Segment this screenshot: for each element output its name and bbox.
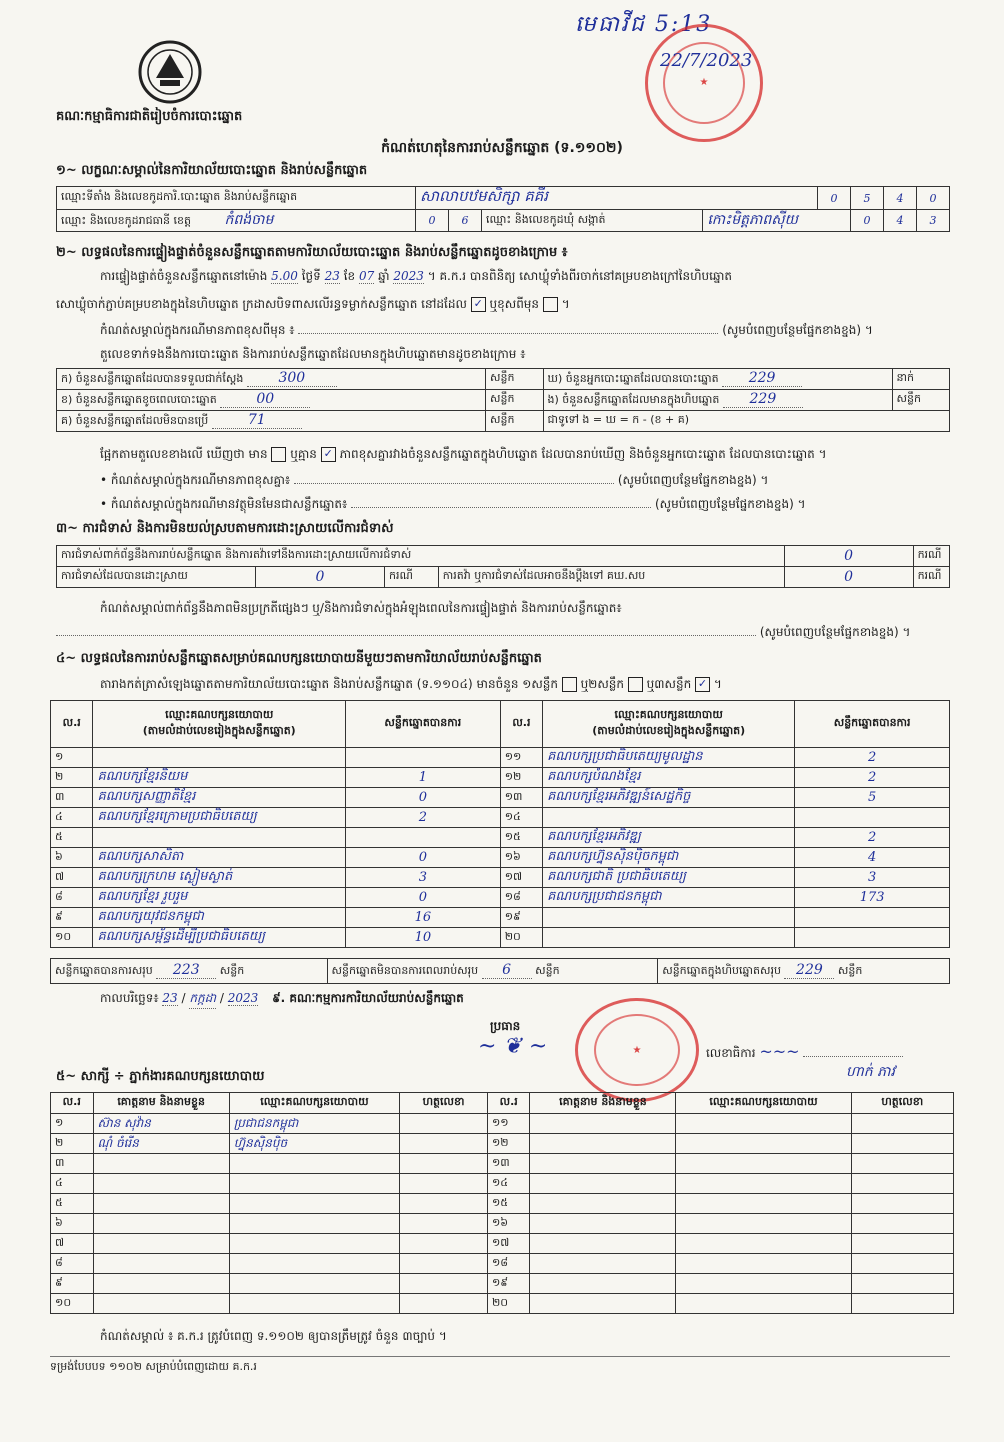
row-no: ៩ — [51, 908, 93, 928]
table-row — [51, 848, 950, 868]
witness-party — [676, 1174, 851, 1194]
party-name: គណបក្សក្រហម ស្ងៀមស្ងាត់ — [93, 868, 346, 888]
row-no: ១៣ — [487, 1154, 530, 1174]
irregularity-line — [56, 624, 950, 642]
figures-table — [56, 368, 950, 432]
col-name: គោត្តនាម និងនាមខ្លួន — [93, 1093, 229, 1114]
two-sheet-checkbox[interactable] — [628, 677, 643, 692]
witness-name — [530, 1254, 676, 1274]
no-difference-checkbox[interactable]: ✓ — [321, 447, 336, 462]
witness-name — [93, 1274, 229, 1294]
party-name: គណបក្សប្រជាជនកម្ពុជា — [543, 888, 795, 908]
party-name — [93, 748, 346, 768]
two-sheet-label: ឬ២សន្លឹក — [580, 677, 625, 691]
figure-c-value: 71 — [212, 412, 302, 429]
total-valid-label: សន្លឹកឆ្នោតបានការសរុប — [55, 964, 153, 977]
row-no: ១២ — [500, 768, 542, 788]
total-box-value: 229 — [784, 962, 834, 979]
witness-party — [229, 1274, 399, 1294]
row-no: ១១ — [500, 748, 542, 768]
party-name: គណបក្សប្រជាធិបតេយ្យមូលដ្ឋាន — [543, 748, 795, 768]
unit: សន្លឹក — [486, 411, 544, 432]
bullet-difference-label: • កំណត់សម្គាល់ក្នុងករណីមានភាពខុសគ្នា៖ — [100, 473, 291, 487]
month-label: ខែ — [343, 269, 356, 283]
commune-code-digit: 4 — [884, 210, 917, 232]
party-name: គណបក្សខ្មែរអភិវឌ្ឍន៍សេដ្ឋកិច្ច — [543, 788, 795, 808]
row-no: ១៥ — [500, 828, 542, 848]
witness-signature — [851, 1274, 953, 1294]
witness-signature — [851, 1194, 953, 1214]
figure-d-value: 229 — [722, 370, 802, 387]
party-name: គណបក្សខ្មែរ រួបរួម — [93, 888, 346, 908]
row-no: ៨ — [51, 888, 93, 908]
witness-signature — [851, 1134, 953, 1154]
organization-name: គណៈកម្មាធិការជាតិរៀបចំការបោះឆ្នោត — [56, 109, 243, 124]
verification-text-cont: ។ គ.ក.រ បានពិនិត្យ សោឃ្លុំទាំងពីរចាក់នៅគម្របខាងក្រៅនៃហិបឆ្នោត — [427, 269, 733, 283]
row-no: ១៧ — [500, 868, 542, 888]
row-no: ៣ — [51, 1154, 94, 1174]
unit: ករណី — [913, 567, 949, 588]
witness-party — [676, 1194, 851, 1214]
section-2-heading: ២~ លទ្ធផលនៃការផ្ទៀងផ្ទាត់ចំនួនសន្លឹកឆ្នោតតាមការិយាល័យបោះឆ្នោត និងរាប់សន្លឹកឆ្នោតដូចខាងក្រោម ៖ — [56, 245, 568, 260]
witness-party: ហ្វ៊ុនស៊ិនប៉ិច — [229, 1134, 399, 1154]
col-votes: សន្លឹកឆ្នោតបានការ — [345, 701, 500, 748]
location-value: សាលាបឋមសិក្សា គគីរ — [416, 187, 818, 210]
table-row — [51, 1254, 954, 1274]
witness-party — [229, 1174, 399, 1194]
table-row — [51, 1174, 954, 1194]
difference-line — [100, 446, 950, 464]
unit: ករណី — [913, 546, 949, 567]
row-no: ២ — [51, 768, 93, 788]
row-no: ២០ — [500, 928, 542, 948]
witness-party — [229, 1294, 399, 1314]
note-hint: (សូមបំពេញបន្ថែមផ្នែកខាងខ្នង) ។ — [722, 323, 873, 337]
witness-party — [676, 1154, 851, 1174]
witness-name: ស៊ាន សុវ៉ាន — [93, 1114, 229, 1134]
row-no: ១០ — [51, 928, 93, 948]
table-row — [51, 748, 950, 768]
unit: សន្លឹក — [486, 390, 544, 411]
total-box-label: សន្លឹកឆ្នោតក្នុងហិបឆ្នោតសរុប — [662, 964, 781, 977]
figure-a-label: ក) ចំនួនសន្លឹកឆ្នោតដែលបានទទួលជាក់ស្តែង — [61, 372, 244, 385]
location-label: ឈ្មោះទីតាំង និងលេខកូដការិ.បោះឆ្នោត និងរាប់សន្លឹកឆ្នោត — [57, 187, 416, 210]
witness-signature — [851, 1214, 953, 1234]
same-checkbox[interactable]: ✓ — [471, 297, 486, 312]
table-row — [51, 1114, 954, 1134]
witness-signature — [851, 1294, 953, 1314]
table-row — [51, 1294, 954, 1314]
vote-count — [795, 928, 950, 948]
seal-line: សោឃ្លុំចាក់ភ្ជាប់គម្របខាងក្នុងនៃហិបឆ្នោត ក្រដាសបិទពាសលើរន្ធទម្លាក់សន្លឹកឆ្នោត នៅដដែល ✓ ឬខុសពីមុន ។ — [56, 297, 570, 311]
unit: សន្លឹក — [837, 964, 863, 977]
year-label: ឆ្នាំ — [378, 269, 390, 283]
different-label: ឬខុសពីមុន — [489, 297, 540, 311]
table-row — [51, 1234, 954, 1254]
vote-count: 2 — [795, 748, 950, 768]
witness-signature — [400, 1194, 488, 1214]
witness-party — [229, 1154, 399, 1174]
witness-name — [530, 1174, 676, 1194]
party-name — [93, 828, 346, 848]
table-row — [51, 1154, 954, 1174]
form-footer: ទម្រង់បែបបទ ១១០២ សម្រាប់បំពេញដោយ គ.ក.រ — [50, 1360, 257, 1373]
party-name: គណបក្សសញ្ញាតិខ្មែរ — [93, 788, 346, 808]
province-label: ឈ្មោះ និងលេខកូដរាជធានី ខេត្ត — [61, 214, 191, 227]
col-signature: ហត្ថលេខា — [851, 1093, 953, 1114]
table-row — [51, 1214, 954, 1234]
sheet-count-text: តារាងកត់ត្រាសំឡេងឆ្នោតតាមការិយាល័យបោះឆ្នោត និងរាប់សន្លឹកឆ្នោត (ទ.១១០៤) មានចំនួន ១សន្លឹក — [100, 677, 558, 691]
col-votes: សន្លឹកឆ្នោតបានការ — [795, 701, 950, 748]
table-row — [51, 828, 950, 848]
witness-signature — [400, 1254, 488, 1274]
commune-code-digit: 3 — [917, 210, 950, 232]
official-stamp: ★ — [645, 24, 763, 142]
note-hint: (សូមបំពេញបន្ថែមផ្នែកខាងខ្នង) ។ — [759, 625, 911, 639]
formula: ជាទូទៅ ង = ឃ = ក - (ខ + គ) — [543, 411, 950, 432]
committee-label: ៩. គណៈកម្មការការិយាល័យរាប់សន្លឹកឆ្នោត — [272, 991, 464, 1005]
witness-signature — [400, 1154, 488, 1174]
one-sheet-checkbox[interactable] — [562, 677, 577, 692]
col-party: ឈ្មោះគណបក្សនយោបាយ — [614, 708, 723, 721]
province-code-digit: 0 — [416, 210, 449, 232]
party-name: គណបក្សហ្វ៊ុនស៊ិនប៉ិចកម្ពុជា — [543, 848, 795, 868]
row-no: ៤ — [51, 808, 93, 828]
sheet-count-line: តារាងកត់ត្រាសំឡេងឆ្នោតតាមការិយាល័យបោះឆ្នោត និងរាប់សន្លឹកឆ្នោត (ទ.១១០៤) មានចំនួន ១សន្លឹក ឬ២សន្លឹក ឬ៣សន្លឹក ✓ ។ — [100, 677, 722, 691]
witness-party — [676, 1134, 851, 1154]
witness-signature — [851, 1254, 953, 1274]
vote-count: 2 — [795, 768, 950, 788]
row-no: ១៤ — [500, 808, 542, 828]
table-row — [51, 888, 950, 908]
row-no: ២ — [51, 1134, 94, 1154]
totals-table — [50, 958, 950, 984]
row-no: ១៤ — [487, 1174, 530, 1194]
resolved-label: ការជំទាស់ដែលបានដោះស្រាយ — [57, 567, 256, 588]
vote-count — [795, 908, 950, 928]
three-sheet-label: ឬ៣សន្លឹក — [646, 677, 692, 691]
row-no: ៤ — [51, 1174, 94, 1194]
party-name: គណបក្សខ្មែរក្រោមប្រជាធិបតេយ្យ — [93, 808, 346, 828]
witness-signature — [851, 1114, 953, 1134]
row-no: ៣ — [51, 788, 93, 808]
day-label: ថ្ងៃទី — [301, 269, 321, 283]
witness-name — [530, 1134, 676, 1154]
witness-signature — [400, 1134, 488, 1154]
vote-count: 0 — [345, 888, 500, 908]
witness-party — [676, 1214, 851, 1234]
vote-count: 2 — [795, 828, 950, 848]
witness-name — [530, 1194, 676, 1214]
vote-count: 173 — [795, 888, 950, 908]
complaints-table — [56, 545, 950, 588]
row-no: ៦ — [51, 1214, 94, 1234]
witness-signature — [400, 1294, 488, 1314]
vote-count: 2 — [345, 808, 500, 828]
date-label: កាលបរិច្ឆេទ៖ — [100, 991, 159, 1005]
witness-name — [530, 1214, 676, 1234]
witness-name — [530, 1114, 676, 1134]
row-no: ១០ — [51, 1294, 94, 1314]
note-line — [100, 322, 950, 340]
row-no: ៧ — [51, 868, 93, 888]
row-no: ៦ — [51, 848, 93, 868]
total-invalid-value: 6 — [482, 962, 532, 979]
vote-count: 3 — [795, 868, 950, 888]
witness-name — [93, 1234, 229, 1254]
secretary-label: លេខាធិការ — [706, 1046, 756, 1060]
witness-table — [50, 1092, 954, 1314]
code-digit: 0 — [818, 187, 851, 210]
footer-divider — [50, 1356, 950, 1357]
witness-party — [229, 1214, 399, 1234]
figure-b-value: 00 — [220, 391, 310, 408]
bullet-nonballot — [100, 496, 950, 514]
table-row — [51, 808, 950, 828]
table-row — [51, 788, 950, 808]
unit: ករណី — [385, 567, 439, 588]
table-row — [51, 768, 950, 788]
col-no: ល.រ — [51, 1093, 94, 1114]
row-no: ១៨ — [500, 888, 542, 908]
party-name: គណបក្សខ្មែរនិយម — [93, 768, 346, 788]
witness-party — [229, 1254, 399, 1274]
party-name — [543, 908, 795, 928]
appeal-value: 0 — [784, 567, 913, 588]
date-month: កក្កដា — [189, 990, 216, 1009]
party-name: គណបក្សយុវជនកម្ពុជា — [93, 908, 346, 928]
witness-name — [93, 1254, 229, 1274]
vote-count: 0 — [345, 788, 500, 808]
figure-b-label: ខ) ចំនួនសន្លឹកឆ្នោតខូចពេលបោះឆ្នោត — [61, 393, 217, 406]
vote-count: 4 — [795, 848, 950, 868]
table-row — [51, 1194, 954, 1214]
party-name — [543, 808, 795, 828]
col-no: ល.រ — [500, 701, 542, 748]
row-no: ៩ — [51, 1274, 94, 1294]
party-name — [543, 928, 795, 948]
figures-intro: តួលេខទាក់ទងនឹងការបោះឆ្នោត និងការរាប់សន្លឹកឆ្នោតដែលមានក្នុងហិបឆ្នោតមានដូចខាងក្រោម ៖ — [100, 347, 526, 361]
row-no: ១ — [51, 748, 93, 768]
witness-signature — [400, 1214, 488, 1234]
col-no: ល.រ — [487, 1093, 530, 1114]
nec-logo — [134, 38, 206, 106]
figure-a-value: 300 — [247, 370, 337, 387]
witness-signature — [851, 1234, 953, 1254]
col-party: ឈ្មោះគណបក្សនយោបាយ — [229, 1093, 399, 1114]
col-name: គោត្តនាម និងនាមខ្លួន — [530, 1093, 676, 1114]
difference-text: ផ្អែកតាមតួលេខខាងលើ ឃើញថា មាន — [100, 447, 268, 461]
vote-count: 1 — [345, 768, 500, 788]
stamp-date: 22/7/2023 — [660, 50, 753, 71]
has-difference-checkbox[interactable] — [271, 447, 286, 462]
complaints-value: 0 — [784, 546, 913, 567]
verification-line — [100, 268, 950, 286]
witness-name: ណុំ ចំរើន — [93, 1134, 229, 1154]
table-row — [51, 928, 950, 948]
handwritten-note: មេធាវីជ 5:13 — [575, 12, 713, 37]
month-value: 07 — [358, 269, 375, 283]
unit: សន្លឹក — [892, 390, 950, 411]
no-difference-label: ឬគ្មាន — [290, 447, 317, 461]
table-row — [51, 1274, 954, 1294]
code-digit: 4 — [884, 187, 917, 210]
col-party-sub: (តាមលំដាប់លេខរៀងក្នុងសន្លឹកឆ្នោត) — [142, 724, 296, 737]
party-name: គណបក្សជាតិ ប្រជាធិបតេយ្យ — [543, 868, 795, 888]
col-party-sub: (តាមលំដាប់លេខរៀងក្នុងសន្លឹកឆ្នោត) — [592, 724, 746, 737]
party-name: គណបក្សសម្ព័ន្ធដើម្បីប្រជាធិបតេយ្យ — [93, 928, 346, 948]
committee-stamp: ★ — [575, 998, 699, 1102]
table-row — [51, 868, 950, 888]
vote-count: 0 — [345, 848, 500, 868]
resolved-value: 0 — [256, 567, 385, 588]
secretary-name: ហាក់ ភាវ — [846, 1064, 895, 1080]
note-hint: (សូមបំពេញបន្ថែមផ្នែកខាងខ្នង) ។ — [617, 473, 769, 487]
witness-party — [676, 1254, 851, 1274]
row-no: ១៨ — [487, 1254, 530, 1274]
figure-c-label: គ) ចំនួនសន្លឹកឆ្នោតដែលមិនបានប្រើ — [61, 414, 209, 427]
col-party: ឈ្មោះគណបក្សនយោបាយ — [676, 1093, 851, 1114]
col-no: ល.រ — [51, 701, 93, 748]
section-3-heading: ៣~ ការជំទាស់ និងការមិនយល់ស្របតាមការដោះស្រាយលើការជំទាស់ — [56, 521, 394, 536]
bullet-difference — [100, 472, 950, 490]
document-title: កំណត់ហេតុនៃការរាប់សន្លឹកឆ្នោត (ទ.១១០២) — [381, 140, 623, 156]
witness-name — [93, 1194, 229, 1214]
date-line: កាលបរិច្ឆេទ៖ 23 / កក្កដា / 2023 ៩. គណៈកម្មការការិយាល័យរាប់សន្លឹកឆ្នោត — [100, 990, 660, 1009]
date-day: 23 — [162, 991, 178, 1005]
row-no: ១៦ — [487, 1214, 530, 1234]
row-no: ១៧ — [487, 1234, 530, 1254]
witness-party — [676, 1234, 851, 1254]
commune-value: កោះមិត្តភាពស៊ីយ — [703, 210, 851, 232]
witness-signature — [400, 1274, 488, 1294]
row-no: ២០ — [487, 1294, 530, 1314]
figure-e-label: ង) ចំនួនសន្លឹកឆ្នោតដែលមានក្នុងហិបឆ្នោត — [547, 393, 720, 406]
party-name: គណបក្សខ្មែរអភិវឌ្ឍ — [543, 828, 795, 848]
appeal-label: ការតវ៉ា ឬការជំទាស់ដែលអាចនឹងប្តឹងទៅ គឃ.សប — [438, 567, 784, 588]
code-digit: 0 — [917, 187, 950, 210]
unit: នាក់ — [892, 369, 950, 390]
note-hint: (សូមបំពេញបន្ថែមផ្នែកខាងខ្នង) ។ — [654, 497, 806, 511]
footnote: កំណត់សម្គាល់ ៖ គ.ក.រ ត្រូវបំពេញ ទ.១១០២ ឲ្យបានត្រឹមត្រូវ ចំនួន ៣ច្បាប់ ។ — [100, 1329, 447, 1343]
witness-name — [530, 1274, 676, 1294]
witness-party — [229, 1234, 399, 1254]
witness-signature — [851, 1174, 953, 1194]
time-value: 5.00 — [271, 269, 298, 283]
witness-signature — [400, 1234, 488, 1254]
seal-text: សោឃ្លុំចាក់ភ្ជាប់គម្របខាងក្នុងនៃហិបឆ្នោត ក្រដាសបិទពាសលើរន្ធទម្លាក់សន្លឹកឆ្នោត នៅដដែល — [56, 297, 467, 311]
row-no: ១៦ — [500, 848, 542, 868]
witness-name — [93, 1214, 229, 1234]
figure-d-label: ឃ) ចំនួនអ្នកបោះឆ្នោតដែលបានបោះឆ្នោត — [547, 372, 719, 385]
commune-code-digit: 0 — [851, 210, 884, 232]
row-no: ១១ — [487, 1114, 530, 1134]
unit: សន្លឹក — [219, 964, 245, 977]
vote-count: 5 — [795, 788, 950, 808]
secretary-line — [706, 1042, 903, 1063]
note-label: កំណត់សម្គាល់ក្នុងករណីមានភាពខុសពីមុន ៖ — [100, 323, 295, 337]
vote-count — [345, 748, 500, 768]
complaints-label: ការជំទាស់ពាក់ព័ន្ធនឹងការរាប់សន្លឹកឆ្នោត និងការតវ៉ាទៅនឹងការដោះស្រាយលើការជំទាស់ — [57, 546, 785, 567]
irregularity-note: កំណត់សម្គាល់ពាក់ព័ន្ធនឹងភាពមិនប្រក្រតីផ្សេងៗ ឬ/និងការជំទាស់ក្នុងអំឡុងពេលនៃការផ្ទៀងផ្ទាត់ និងការរាប់សន្លឹកឆ្នោត៖ — [100, 601, 622, 615]
witness-name — [530, 1154, 676, 1174]
different-checkbox[interactable] — [543, 297, 558, 312]
three-sheet-checkbox[interactable]: ✓ — [695, 677, 710, 692]
vote-count — [345, 828, 500, 848]
row-no: ៧ — [51, 1234, 94, 1254]
witness-party — [676, 1294, 851, 1314]
vote-count: 10 — [345, 928, 500, 948]
witness-signature — [851, 1154, 953, 1174]
results-table — [50, 700, 950, 948]
year-value: 2023 — [393, 269, 424, 283]
verification-text: ការផ្ទៀងផ្ទាត់ចំនួនសន្លឹកឆ្នោតនៅម៉ោង — [100, 269, 268, 283]
witness-name — [530, 1294, 676, 1314]
witness-party — [676, 1114, 851, 1134]
party-name: គណបក្សបំណងខ្មែរ — [543, 768, 795, 788]
witness-party — [229, 1194, 399, 1214]
province-value: កំពង់ចាម — [224, 212, 274, 228]
row-no: ១២ — [487, 1134, 530, 1154]
figure-e-value: 229 — [723, 391, 803, 408]
row-no: ១៩ — [500, 908, 542, 928]
code-digit: 5 — [851, 187, 884, 210]
section-4-heading: ៤~ លទ្ធផលនៃការរាប់សន្លឹកឆ្នោតសម្រាប់គណបក្សនយោបាយនីមួយៗតាមការិយាល័យរាប់សន្លឹកឆ្នោត — [56, 651, 542, 666]
vote-count: 3 — [345, 868, 500, 888]
total-valid-value: 223 — [156, 962, 216, 979]
section-5-heading: ៥~ សាក្សី ÷ ភ្នាក់ងារគណបក្សនយោបាយ — [56, 1069, 265, 1084]
witness-name — [93, 1174, 229, 1194]
col-party: ឈ្មោះគណបក្សនយោបាយ — [165, 708, 274, 721]
vote-count: 16 — [345, 908, 500, 928]
row-no: ៨ — [51, 1254, 94, 1274]
row-no: ១ — [51, 1114, 94, 1134]
day-value: 23 — [324, 269, 340, 283]
total-invalid-label: សន្លឹកឆ្នោតមិនបានការពេលរាប់សរុប — [331, 964, 479, 977]
witness-name — [530, 1234, 676, 1254]
witness-signature — [400, 1174, 488, 1194]
party-name: គណបក្សសាសិតា — [93, 848, 346, 868]
commune-label: ឈ្មោះ និងលេខកូដឃុំ សង្កាត់ — [482, 210, 703, 232]
row-no: ៥ — [51, 828, 93, 848]
unit: សន្លឹក — [535, 964, 560, 977]
witness-name — [93, 1154, 229, 1174]
bullet-nonballot-label: • កំណត់សម្គាល់ក្នុងករណីមានវត្ថុមិនមែនជាសន្លឹកឆ្នោត៖ — [100, 497, 348, 511]
witness-party — [676, 1274, 851, 1294]
difference-text-cont: ភាពខុសគ្នារវាងចំនួនសន្លឹកឆ្នោតក្នុងហិបឆ្នោត ដែលបានរាប់ឃើញ និងចំនួនអ្នកបោះឆ្នោត ដែលបានបោះឆ្នោត ។ — [339, 447, 827, 461]
row-no: ១៥ — [487, 1194, 530, 1214]
province-code-digit: 6 — [449, 210, 482, 232]
chair-label: ប្រធាន — [490, 1019, 521, 1033]
row-no: ៥ — [51, 1194, 94, 1214]
unit: សន្លឹក — [486, 369, 544, 390]
chair-signature: ~ ❦ ~ — [478, 1034, 548, 1059]
row-no: ១៣ — [500, 788, 542, 808]
date-year: 2023 — [227, 991, 259, 1005]
table-row — [51, 908, 950, 928]
vote-count — [795, 808, 950, 828]
table-row — [51, 1134, 954, 1154]
section-1-table — [56, 186, 950, 232]
witness-signature — [400, 1114, 488, 1134]
row-no: ១៩ — [487, 1274, 530, 1294]
witness-name — [93, 1294, 229, 1314]
secretary-signature: ~~~ — [759, 1042, 800, 1061]
col-signature: ហត្ថលេខា — [400, 1093, 488, 1114]
section-1-heading: ១~ លក្ខណៈសម្គាល់នៃការិយាល័យបោះឆ្នោត និងរាប់សន្លឹកឆ្នោត — [56, 163, 368, 178]
witness-party: ប្រជាជនកម្ពុជា — [229, 1114, 399, 1134]
